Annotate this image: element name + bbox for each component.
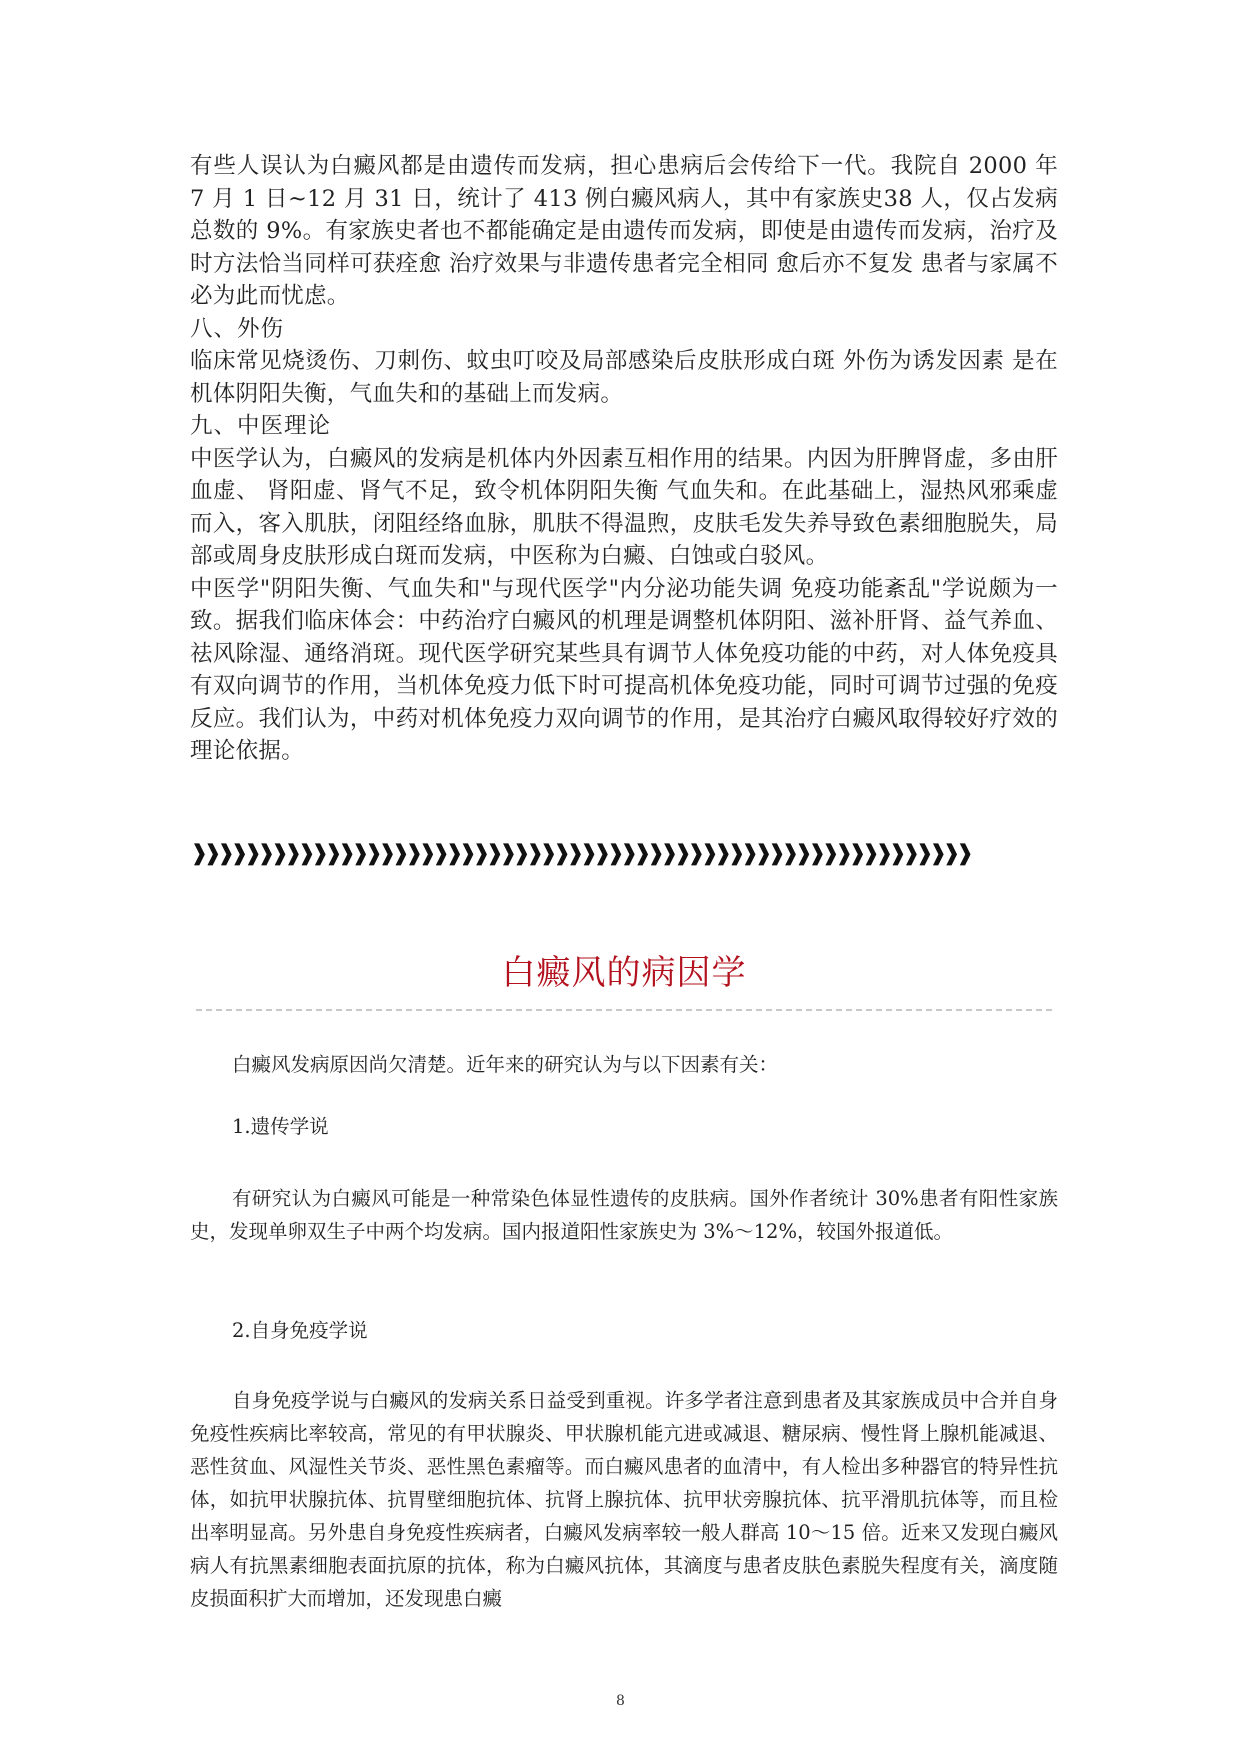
intro-paragraph: 白癜风发病原因尚欠清楚。近年来的研究认为与以下因素有关： [232,1053,779,1076]
heading-genetics-wrap [190,1110,1058,1143]
page-title: 白癜风的病因学 [501,953,747,993]
tcm-paragraph-1: 中医学认为，白癜风的发病是机体内外因素互相作用的结果。内因为肝脾肾虚，多由肝血虚、 肾阳虚、肾气不足，致令机体阴阳失衡 气血失和。在此基础上，湿热风邪乘虚而入，客入肌肤，闭阻经络血脉，肌肤不得温煦，皮肤毛发失养导致色素细胞脱失，局部或周身皮肤形成白斑而发病，中医称为白癜、白蚀或白驳风。 [190,445,1058,569]
heading-genetics: 1.遗传学说 [232,1115,329,1138]
genetics-wrap [190,1182,1058,1248]
immune-wrap [190,1384,1058,1615]
genetics-paragraph: 有研究认为白癜风可能是一种常染色体显性遗传的皮肤病。国外作者统计 30%患者有阳性家族史，发现单卵双生子中两个均发病。国内报道阳性家族史为 3%～12%，较国外报道低。 [190,1187,1058,1243]
heading-autoimmune: 2.自身免疫学说 [232,1319,368,1342]
trauma-paragraph: 临床常见烧烫伤、刀刺伤、蚊虫叮咬及局部感染后皮肤形成白斑 外伤为诱发因素 是在机体阴阳失衡，气血失和的基础上而发病。 [190,348,1058,407]
chevron-divider: ❱❱❱❱❱❱❱❱❱❱❱❱❱❱❱❱❱❱❱❱❱❱❱❱❱❱❱❱❱❱❱❱❱❱❱❱❱❱❱❱❱❱❱❱❱❱❱❱❱❱❱❱❱❱❱❱❱❱ [190,841,970,866]
heading-trauma: 八、外伤 [190,315,285,342]
page-number: 8 [616,1693,625,1709]
heading-tcm-theory: 九、中医理论 [190,413,332,439]
dashed-divider [196,1009,1052,1011]
tcm-paragraph-2: 中医学"阴阳失衡、气血失和"与现代医学"内分泌功能失调 免疫功能紊乱"学说颇为一致。据我们临床体会：中药治疗白癜风的机理是调整机体阴阳、滋补肝肾、益气养血、祛风除湿、通络消斑。现代医学研究某些具有调节人体免疫功能的中药，对人体免疫具有双向调节的作用，当机体免疫力低下时可提高机体免疫功能，同时可调节过强的免疫反应。我们认为，中药对机体免疫力双向调节的作用，是其治疗白癜风取得较好疗效的理论依据。 [190,575,1058,764]
heredity-paragraph: 有些人误认为白癜风都是由遗传而发病，担心患病后会传给下一代。我院自 2000 年 7 月 1 日~12 月 31 日，统计了 413 例白癜风病人，其中有家族史38 人，仅占发病总数的 9%。有家族史者也不都能确定是由遗传而发病，即使是由遗传而发病，治疗及时方法恰当同样可获痊愈 治疗效果与非遗传患者完全相同 愈后亦不复发 患者与家属不必为此而忧虑。 [190,153,1058,309]
heading-immune-wrap [190,1314,1058,1347]
autoimmune-paragraph: 自身免疫学说与白癜风的发病关系日益受到重视。许多学者注意到患者及其家族成员中合并自身免疫性疾病比率较高，常见的有甲状腺炎、甲状腺机能亢进或减退、糖尿病、慢性肾上腺机能减退、恶性贫血、风湿性关节炎、恶性黑色素瘤等。而白癜风患者的血清中，有人检出多种器官的特异性抗体，如抗甲状腺抗体、抗胃壁细胞抗体、抗肾上腺抗体、抗甲状旁腺抗体、抗平滑肌抗体等，而且检出率明显高。另外患自身免疫性疾病者，白癜风发病率较一般人群高 10～15 倍。近来又发现白癜风病人有抗黑素细胞表面抗原的抗体，称为白癜风抗体，其滴度与患者皮肤色素脱失程度有关，滴度随皮损面积扩大而增加，还发现患白癜 [190,1389,1058,1610]
tcm-section [190,150,1058,768]
